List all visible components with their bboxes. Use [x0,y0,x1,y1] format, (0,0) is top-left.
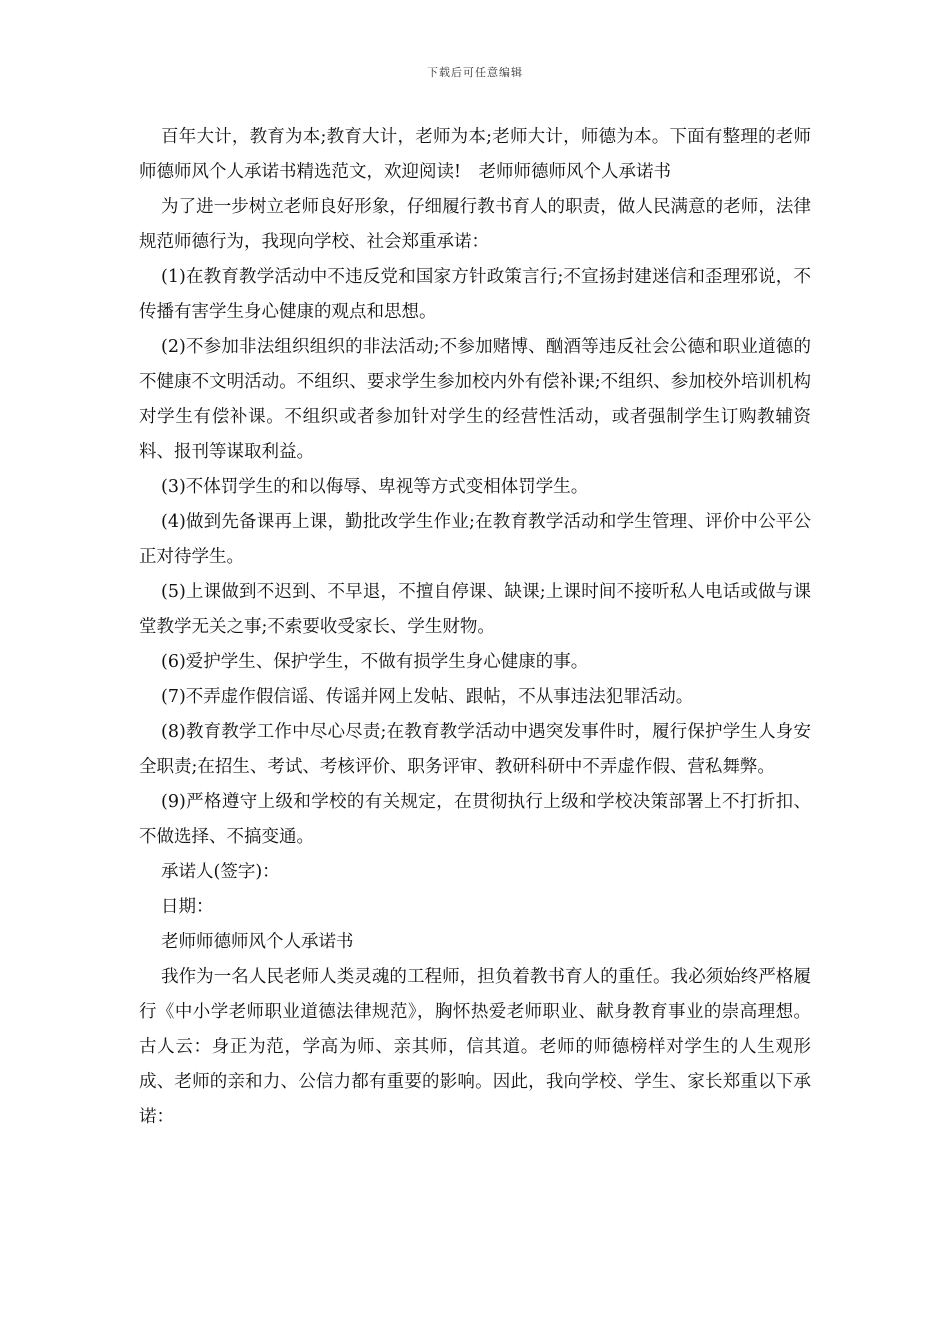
document-body [139,120,811,1135]
pledge-item-2: (2)不参加非法组织组织的非法活动;不参加赌博、酗酒等违反社会公德和职业道德的不健康不文明活动。不组织、要求学生参加校内外有偿补课;不组织、参加校外培训机构对学生有偿补课。不组织或者参加针对学生的经营性活动，或者强制学生订购教辅资料、报刊等谋取利益。 [139,337,811,462]
pledge-preamble: 为了进一步树立老师良好形象，仔细履行教书育人的职责，做人民满意的老师，法律规范师德行为，我现向学校、社会郑重承诺： [139,197,811,252]
section-title: 老师师德师风个人承诺书 [161,932,354,952]
pledge-item-3: (3)不体罚学生的和以侮辱、卑视等方式变相体罚学生。 [161,477,589,497]
pledge-item-5: (5)上课做到不迟到、不早退，不擅自停课、缺课;上课时间不接听私人电话或做与课堂教学无关之事;不索要收受家长、学生财物。 [139,582,811,637]
intro-paragraph: 百年大计，教育为本;教育大计，老师为本;老师大计，师德为本。下面有整理的老师师德师风个人承诺书精选范文，欢迎阅读! 老师师德师风个人承诺书 [139,127,811,182]
second-pledge-paragraph: 我作为一名人民老师人类灵魂的工程师，担负着教书育人的重任。我必须始终严格履行《中小学老师职业道德法律规范》，胸怀热爱老师职业、献身教育事业的崇高理想。古人云：身正为范，学高为师、亲其师，信其道。老师的师德榜样对学生的人生观形成、老师的亲和力、公信力都有重要的影响。因此，我向学校、学生、家长郑重以下承诺： [139,967,811,1127]
date-line: 日期： [161,897,214,917]
pledge-item-7: (7)不弄虚作假信谣、传谣并网上发帖、跟帖，不从事违法犯罪活动。 [161,687,694,707]
pledge-item-9: (9)严格遵守上级和学校的有关规定，在贯彻执行上级和学校决策部署上不打折扣、不做选择、不搞变通。 [139,792,811,847]
pledge-item-4: (4)做到先备课再上课，勤批改学生作业;在教育教学活动和学生管理、评价中公平公正对待学生。 [139,512,811,567]
signature-line: 承诺人(签字)： [161,862,280,882]
pledge-item-8: (8)教育教学工作中尽心尽责;在教育教学活动中遇突发事件时，履行保护学生人身安全职责;在招生、考试、考核评价、职务评审、教研科研中不弄虚作假、营私舞弊。 [139,722,811,777]
pledge-item-6: (6)爱护学生、保护学生，不做有损学生身心健康的事。 [161,652,589,672]
header-note: 下载后可任意编辑 [427,66,523,79]
pledge-item-1: (1)在教育教学活动中不违反党和国家方针政策言行;不宣扬封建迷信和歪理邪说，不传播有害学生身心健康的观点和思想。 [139,267,811,322]
